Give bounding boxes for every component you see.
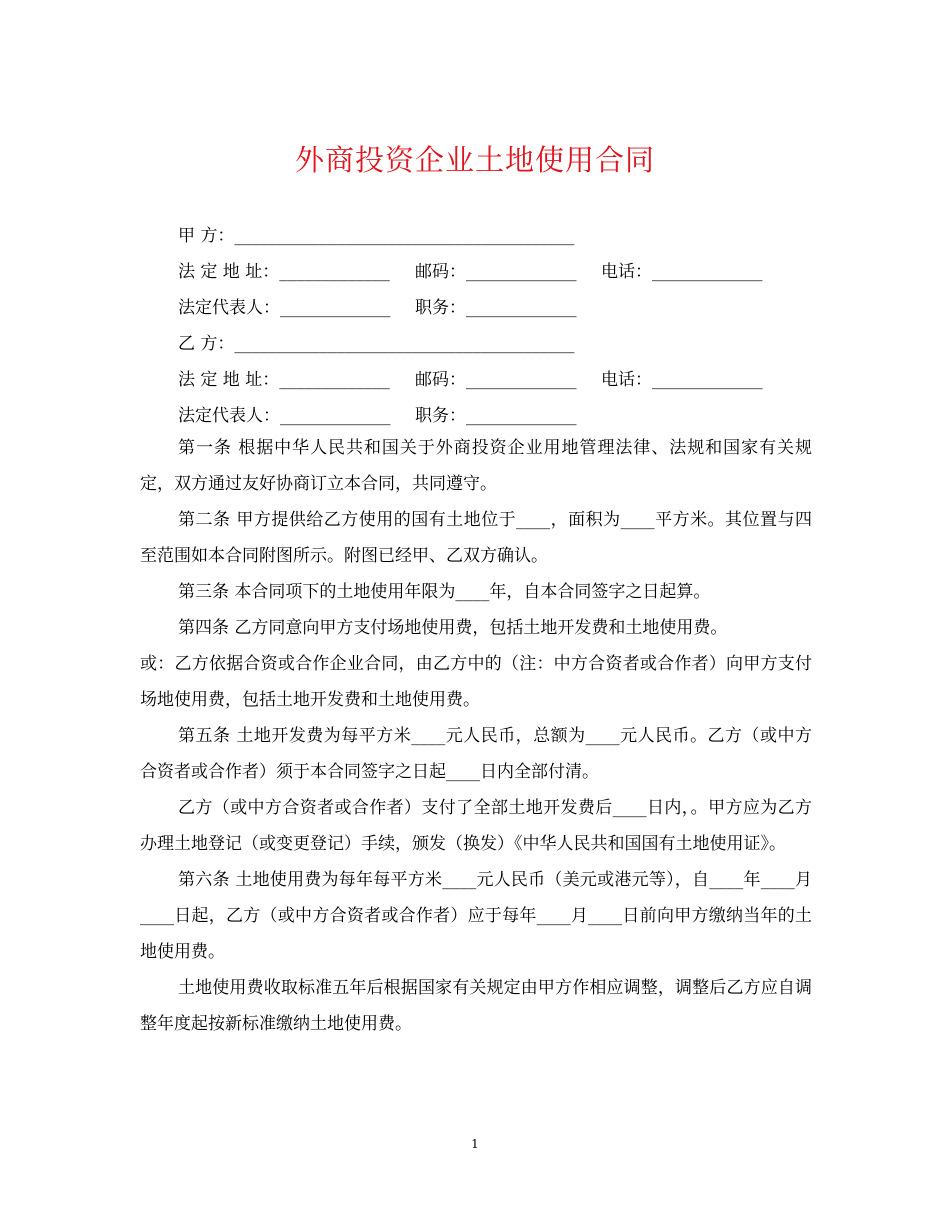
party-b-phone-field: 电话：_____________ (601, 370, 763, 390)
party-a-rep-row (178, 290, 763, 326)
party-a-rep-field: 法定代表人：_____________ (178, 298, 391, 318)
document-title: 外商投资企业土地使用合同 (294, 143, 655, 177)
party-a-zip-field: 邮码：_____________ (415, 262, 577, 282)
article-6: 第六条 土地使用费为每年每平方米____元人民币（美元或港元等），自____年____月____日起，乙方（或中方合资者或合作者）应于每年____月____日前向甲方缴纳当年的土地使用费。 (140, 870, 812, 962)
article-1: 第一条 根据中华人民共和国关于外商投资企业用地管理法律、法规和国家有关规定，双方通过友好协商订立本合同，共同遵守。 (140, 438, 812, 494)
article-6-adjustment: 土地使用费收取标准五年后根据国家有关规定由甲方作相应调整，调整后乙方应自调整年度起按新标准缴纳土地使用费。 (140, 978, 812, 1034)
party-a-address-field: 法 定 地 址：_____________ (178, 262, 390, 282)
party-a-name-field: 甲 方：________________________________________ (178, 226, 575, 246)
party-b-zip-field: 邮码：_____________ (415, 370, 577, 390)
page-number: 1 (471, 1137, 479, 1151)
party-b-contact-row (178, 362, 763, 398)
party-a-name-row (178, 218, 763, 254)
party-b-name-row (178, 326, 763, 362)
article-4-alternative: 或：乙方依据合资或合作企业合同，由乙方中的（注：中方合资者或合作者）向甲方支付场地使用费，包括土地开发费和土地使用费。 (140, 654, 812, 710)
article-3: 第三条 本合同项下的土地使用年限为____年，自本合同签字之日起算。 (178, 582, 711, 602)
party-b-rep-row (178, 398, 763, 434)
party-b-rep-field: 法定代表人：_____________ (178, 406, 391, 426)
party-fields (178, 218, 763, 434)
party-b-position-field: 职务：_____________ (415, 406, 577, 426)
party-b-name-field: 乙 方：________________________________________ (178, 334, 575, 354)
party-b-address-field: 法 定 地 址：_____________ (178, 370, 390, 390)
article-5-registration: 乙方（或中方合资者或合作者）支付了全部土地开发费后____日内，。甲方应为乙方办理土地登记（或变更登记）手续，颁发（换发）《中华人民共和国国有土地使用证》。 (140, 798, 812, 854)
article-4: 第四条 乙方同意向甲方支付场地使用费，包括土地开发费和土地使用费。 (178, 618, 728, 638)
article-2: 第二条 甲方提供给乙方使用的国有土地位于____，面积为____平方米。其位置与四至范围如本合同附图所示。附图已经甲、乙双方确认。 (140, 510, 812, 566)
article-5: 第五条 土地开发费为每平方米____元人民币，总额为____元人民币。乙方（或中方合资者或合作者）须于本合同签字之日起____日内全部付清。 (140, 726, 812, 782)
party-a-position-field: 职务：_____________ (415, 298, 577, 318)
party-a-contact-row (178, 254, 763, 290)
contract-body (140, 430, 812, 1042)
party-a-phone-field: 电话：_____________ (601, 262, 763, 282)
